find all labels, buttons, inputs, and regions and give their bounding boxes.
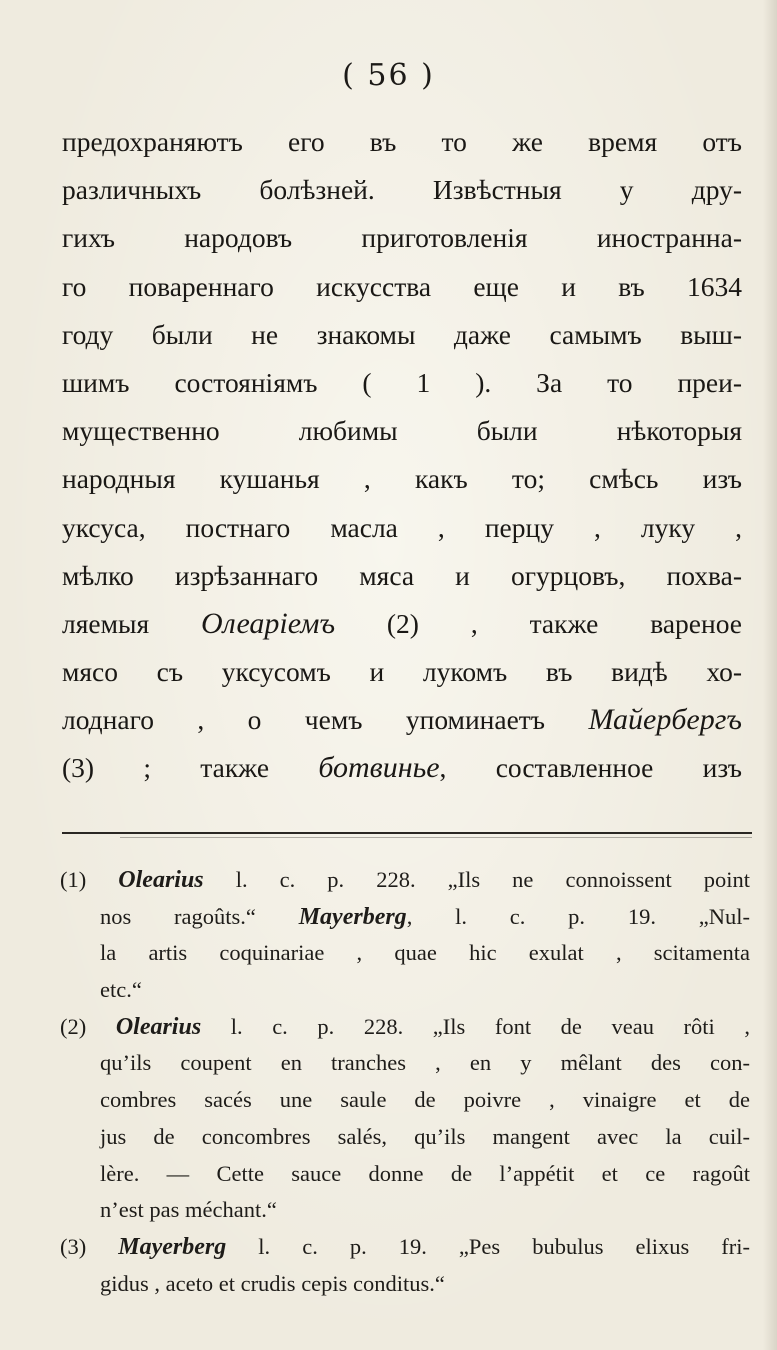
footnote-text: (2)	[60, 1013, 116, 1039]
footnote-line	[60, 862, 750, 899]
footnote-text: etc.“	[100, 977, 142, 1003]
text-run: , составленное изъ	[439, 752, 742, 784]
text-run: го повареннаго искусства еще и въ 1634	[62, 270, 742, 302]
footnote-line	[60, 1009, 750, 1046]
footnote-separator-rule-thin	[120, 837, 752, 838]
footnote-text: qu’ils coupent en tranches , en y mêlant des con-	[100, 1050, 750, 1076]
footnote-1	[60, 862, 750, 1009]
text-line	[62, 552, 742, 600]
text-run: уксуса, постнаго масла , перцу , луку ,	[62, 511, 742, 543]
page-edge-shadow	[763, 0, 777, 1350]
footnote-line	[60, 1045, 750, 1082]
footnote-text: nos ragoûts.“	[100, 903, 299, 929]
footnote-separator-rule	[62, 832, 752, 834]
text-run: (3) ; также	[62, 752, 319, 784]
text-line	[62, 455, 742, 503]
text-run: шимъ состояніямъ ( 1 ). За то преи-	[62, 366, 742, 398]
text-line	[62, 696, 742, 744]
footnote-text: (3)	[60, 1233, 119, 1259]
footnote-text: combres sacés une saule de poivre , vinaigre et de	[100, 1087, 750, 1113]
footnote-3	[60, 1229, 750, 1302]
italic-name: Майербергъ	[588, 703, 742, 737]
footnote-text: jus de concombres salés, qu’ils mangent avec la cuil-	[100, 1123, 750, 1149]
footnote-text: gidus , aceto et crudis cepis conditus.“	[100, 1270, 445, 1296]
footnote-line	[60, 1192, 750, 1229]
text-line	[62, 118, 742, 166]
text-line	[62, 214, 742, 262]
footnote-text: l. c. p. 19. „Pes bubulus elixus fri-	[226, 1233, 750, 1259]
text-line	[62, 359, 742, 407]
text-line	[62, 600, 742, 648]
text-line	[62, 407, 742, 455]
footnote-text: l. c. p. 228. „Ils ne connoissent point	[203, 867, 750, 892]
italic-name: Олеаріемъ	[200, 606, 336, 640]
text-run: году были не знакомы даже самымъ выш-	[62, 318, 742, 350]
text-run: гихъ народовъ приготовленія иностранна-	[62, 222, 742, 254]
text-run: предохраняютъ его въ то же время отъ	[62, 126, 742, 157]
footnote-line	[60, 1119, 750, 1156]
text-run: различныхъ болѣзней. Извѣстныя у дру-	[62, 174, 742, 206]
text-run: ляемыя	[62, 607, 201, 639]
main-text-block	[62, 118, 742, 793]
cited-author: Olearius	[115, 1013, 202, 1040]
text-run: мясо съ уксусомъ и лукомъ въ видѣ хо-	[62, 656, 742, 688]
footnote-text: (1)	[60, 867, 119, 892]
text-run: мущественно любимы были нѣкоторыя	[62, 415, 742, 447]
footnote-text: l. c. p. 228. „Ils font de veau rôti ,	[201, 1013, 750, 1039]
cited-author: Mayerberg	[118, 1233, 227, 1260]
page-number: ( 56 )	[342, 58, 435, 93]
italic-name: ботвинье	[318, 751, 440, 785]
text-line	[62, 744, 742, 792]
text-line	[62, 648, 742, 696]
text-run: народныя кушанья , какъ то; смѣсь изъ	[62, 463, 742, 495]
footnote-2	[60, 1009, 750, 1229]
footnote-text: n’est pas méchant.“	[100, 1197, 277, 1223]
footnote-line	[60, 1266, 750, 1303]
footnotes-block	[60, 862, 750, 1302]
footnote-line	[60, 1156, 750, 1193]
footnote-line	[60, 1229, 750, 1266]
footnote-line	[60, 935, 750, 972]
footnote-line	[60, 972, 750, 1009]
text-line	[62, 263, 742, 311]
footnote-text: , l. c. p. 19. „Nul-	[406, 903, 751, 929]
cited-author: Mayerberg	[298, 903, 407, 930]
footnote-line	[60, 899, 750, 936]
text-line	[62, 311, 742, 359]
text-line	[62, 504, 742, 552]
text-line	[62, 166, 742, 214]
cited-author: Olearius	[118, 867, 204, 893]
text-run: лоднаго , о чемъ упоминаетъ	[62, 704, 589, 736]
footnote-text: la artis coquinariae , quae hic exulat , scitamenta	[100, 940, 750, 966]
text-run: (2) , также вареное	[335, 607, 743, 639]
footnote-text: lère. — Cette sauce donne de l’appétit et ce ragoût	[100, 1160, 750, 1186]
footnote-line	[60, 1082, 750, 1119]
text-run: мѣлко изрѣзаннаго мяса и огурцовъ, похва-	[62, 559, 742, 591]
